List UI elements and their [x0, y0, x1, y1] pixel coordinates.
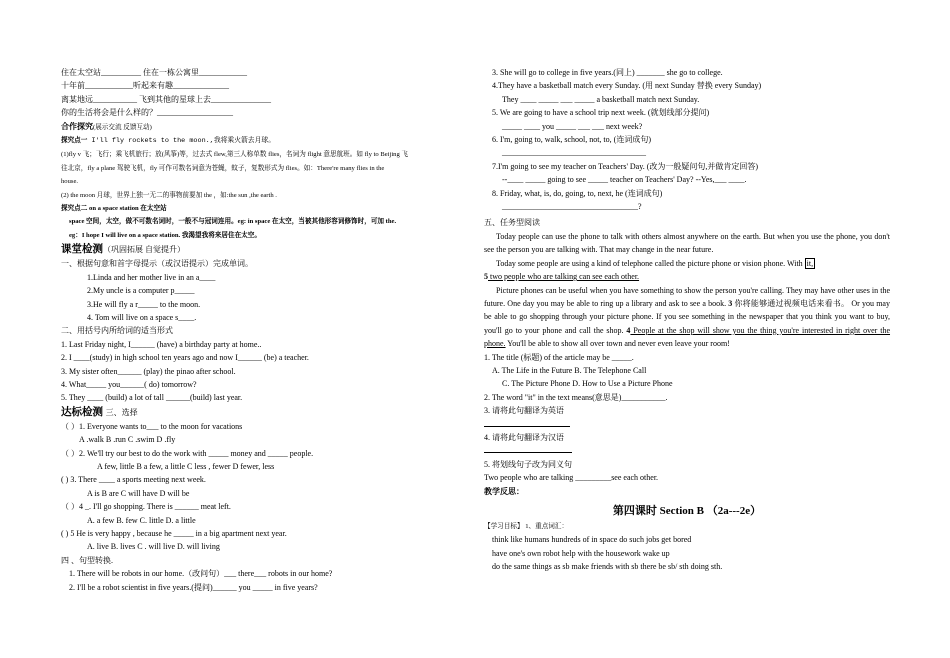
left-column	[61, 66, 465, 594]
reading-paragraph-1: Today people can use the phone to talk with others almost anywhere on the earth. But when you use the phone, you don't see the person you are talking with. That may change in the near future.	[484, 231, 890, 255]
reading-text: Picture phones can be useful when you have something to show the person you're calling. They may have other uses in the future. One day you may be able to ring up a library and ask to see a book.	[484, 285, 890, 308]
mc-options: A. live B. lives C . will live D. will living	[87, 542, 220, 552]
teaching-reflection: 教学反思：	[484, 486, 524, 496]
point2-note: eg：I hope I will live on a space station. 我渴望我将来居住在太空。	[69, 231, 261, 239]
vocab-line: have one's own robot help with the housework wake up	[492, 548, 670, 558]
section1-item: 1.Linda and her mother live in an a____	[87, 272, 216, 282]
mc-options: A is B are C will have D will be	[87, 488, 190, 498]
section4-item: 8. Friday, what, is, do, going, to, next, he (连词成句)	[492, 188, 663, 198]
underlined-sentence-4: People at the shop will show you the thing you're interested in right over the phone.	[484, 325, 891, 349]
section2-item: 5. They ____ (build) a lot of tall ______(build) last year.	[61, 393, 243, 403]
intro-line: 十年前____________听起来有趣______________	[61, 81, 229, 91]
section4-item: --____ _____ going to see _____ teacher on Teachers' Day? --Yes,___ ____.	[502, 175, 747, 185]
point1-line	[61, 134, 465, 148]
reading-question: 5. 将划线句子改为同义句	[484, 459, 572, 469]
mc-question: （ ）2. We'll try our best to do the work with _____ money and _____ people.	[61, 448, 314, 458]
reading-options: C. The Picture Phone D. How to Use a Picture Phone	[502, 379, 673, 389]
section1-item: 4. Tom will live on a space s____.	[87, 312, 197, 322]
reading-text: You'll be able to show all over town and never even leave your room!	[505, 339, 730, 349]
section5-title: 五、任务型阅读	[484, 218, 540, 228]
point1-text: I'll fly rockets to the moon.,我将乘火箭去月球。	[87, 137, 275, 146]
point2-title: 探究点二 on a space station 在太空站	[61, 205, 167, 213]
reading-question: 4. 请将此句翻译为汉语	[484, 432, 564, 442]
mc-options: A .walk B .run C .swim D .fly	[79, 435, 176, 445]
section4-item: 3. She will go to college in five years.(同上) _______ she go to college.	[492, 68, 723, 77]
section4-item: 2. I'll be a robot scientist in five years.(提问)______ you _____ in five years?	[69, 582, 318, 592]
reading-paragraph-3	[484, 284, 890, 351]
underlined-sentence-5: two people who are talking can see each other.	[488, 272, 640, 282]
coop-subtitle: (展示交流 反馈互动)	[93, 123, 152, 131]
intro-line: 你的生活将会是什么样的？___________________	[61, 108, 233, 118]
section2-item: 4. What_____ you______( do) tomorrow?	[61, 379, 197, 389]
intro-line: 住在太空站__________ 住在一栋公寓里____________	[61, 68, 247, 77]
mc-question: ( ) 3. There ____ a sports meeting next week.	[61, 475, 206, 485]
class-check-title: 课堂检测	[61, 244, 103, 256]
reading-answer-sentence: Two people who are talking _________see each other.	[484, 473, 659, 483]
sentence-number-5: 5	[484, 272, 488, 282]
class-check-heading	[61, 242, 465, 257]
point2-note: space 空间，太空，做不可数名词时，一般不与冠词连用。eg: in space 在太空，当被其他形容词修饰时，可加 the.	[69, 218, 397, 226]
reading-text: Today some people are using a kind of telephone called the picture phone or vision phone. With	[496, 258, 805, 268]
reading-paragraph-2	[484, 257, 890, 270]
reach-check-heading	[61, 405, 465, 420]
mc-options: A few, little B a few, a little C less , fewer D fewer, less	[97, 461, 275, 471]
answer-line: __________________________________?	[502, 202, 642, 212]
section4-item: 4.They have a basketball match every Sunday. (用 next Sunday 替换 every Sunday)	[492, 81, 762, 91]
section4-item: 7.I'm going to see my teacher on Teachers' Day. (改为一般疑问句,并做肯定回答)	[492, 161, 759, 171]
section2-item: 3. My sister often______ (play) the pinao after school.	[61, 366, 236, 376]
answer-line	[484, 444, 890, 457]
point1-title: 探究点一	[61, 137, 88, 145]
section1-item: 3.He will fly a r_____ to the moon.	[87, 299, 201, 309]
vocab-line: think like humans hundreds of in space do such jobs get bored	[492, 535, 692, 545]
answer-line	[484, 418, 890, 431]
learning-goals: 【学习目标】 1、重点词汇：	[484, 523, 569, 530]
vocab-line: do the same things as sb make friends with sb there be sb/ sth doing sth.	[492, 562, 723, 572]
point1-note: house.	[61, 178, 79, 186]
section2-item: 2. I ____(study) in high school ten years ago and now I______ (be) a teacher.	[61, 353, 309, 363]
mc-options: A. a few B. few C. little D. a little	[87, 515, 196, 525]
reach-check-title: 达标检测	[61, 406, 103, 418]
reading-question: 3. 请将此句翻译为英语	[484, 406, 564, 416]
reading-question: 1. The title (标题) of the article may be _____.	[484, 352, 634, 362]
intro-line: 离某地远___________ 飞到其他的星球上去_______________	[61, 94, 271, 104]
section4-item: They ____ _____ ___ _____ a basketball match next Sunday.	[502, 94, 700, 104]
point1-note: (1)fly v 飞；飞行；乘飞机旅行；放(风筝)等，过去式 flew,第三人称单数 flies，名词为 flight 意思航班。如 fly to Beijing 飞	[61, 151, 409, 159]
mc-question: ( ) 5 He is very happy , because he _____ in a big apartment next year.	[61, 529, 287, 538]
reading-options: A. The Life in the Future B. The Telephone Call	[492, 365, 647, 375]
sentence-number-4: 4	[626, 325, 631, 335]
coop-heading	[61, 120, 465, 134]
right-column	[484, 66, 890, 574]
class-check-subtitle: （巩固拓展 自觉提升）	[103, 245, 185, 255]
coop-title: 合作探究	[61, 121, 93, 131]
point1-note: (2) the moon 月球，世界上独一无二的事物前要加 the ，如:the sun ,the earth .	[61, 191, 277, 199]
reading-text: 你将能够通过视频电话来看书。 Or you may be able to go shopping through your picture phone. If you see something in the newspaper that you think you want to buy, you'll go to your phone and call the shop.	[484, 298, 890, 335]
point1-note: 往北京，fly a plane 驾驶飞机，fly 可作可数名词意为苍蝇，蚊子，复数形式为 flies。如：There're many flies in the	[61, 164, 385, 172]
sentence-number-3: 3	[728, 298, 733, 308]
reading-it-marker: it,	[806, 258, 814, 268]
answer-line: ____________________________________	[502, 148, 646, 158]
reading-question: 2. The word "it" in the text means(意思是)___________.	[484, 392, 668, 402]
mc-question: （ ）4 _. I'll go shopping. There is ______ meat left.	[61, 502, 231, 512]
section4-item: _____ ____ you _____ ___ ___ next week?	[502, 121, 643, 131]
section4-item: 6. I'm, going to, walk, school, not, to, (连词成句)	[492, 135, 651, 145]
section4-item: 5. We are going to have a school trip next week. (就划线部分提问)	[492, 108, 710, 118]
section4-item: 1. There will be robots in our home.（改问句）___ there___ robots in our home?	[69, 569, 333, 579]
section1-item: 2.My uncle is a computer p_____	[87, 286, 195, 296]
section2-title: 二、用括号内所给词的适当形式	[61, 326, 173, 336]
section1-title: 一、根据句意和首字母提示（或汉语提示）完成单词。	[61, 259, 253, 269]
reach-check-subtitle: 三、选择	[105, 407, 138, 417]
lesson-title: 第四课时 Section B （2a---2e）	[612, 505, 762, 517]
section2-item: 1. Last Friday night, I______ (have) a birthday party at home..	[61, 339, 262, 349]
mc-question: （ ）1. Everyone wants to___ to the moon for vacations	[61, 421, 243, 431]
section4-title: 四 、句型转换.	[61, 555, 113, 565]
reading-paragraph-2b	[484, 270, 890, 283]
